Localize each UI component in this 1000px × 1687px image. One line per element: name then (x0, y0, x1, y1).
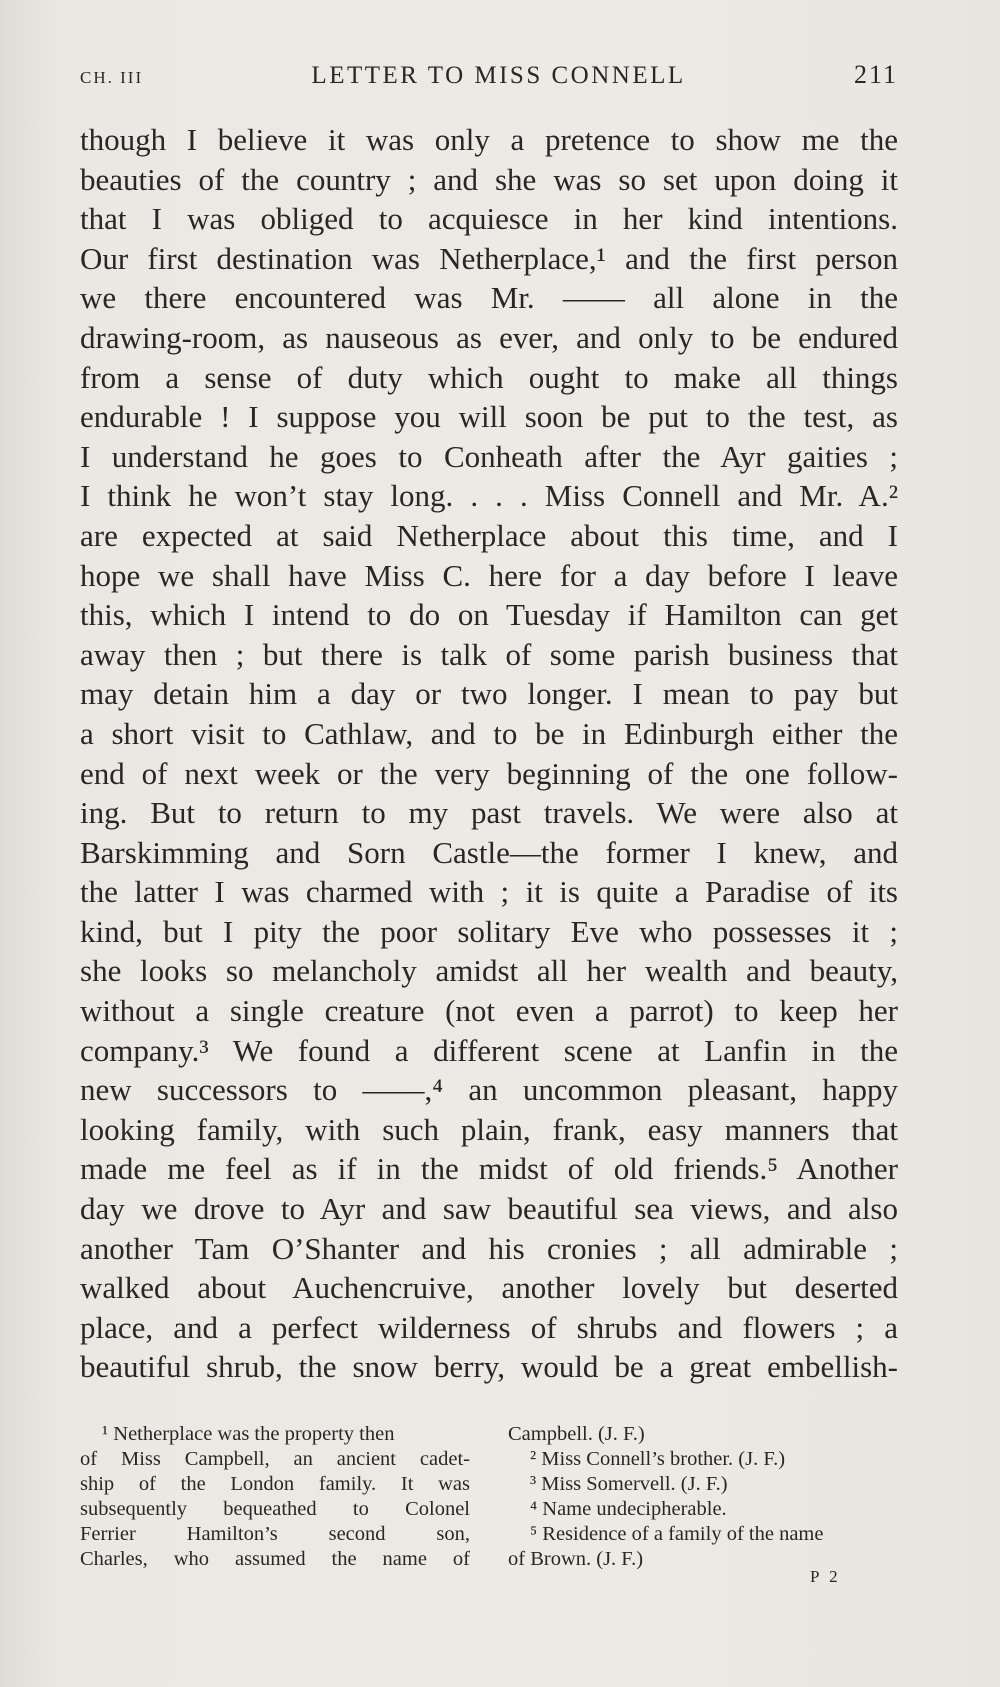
text-line: kind, but I pity the poor solitary Eve who possesses it ; (80, 913, 898, 949)
running-header (80, 60, 898, 100)
footnotes-right-column (508, 1422, 898, 1572)
text-line: I understand he goes to Conheath after the Ayr gaities ; (80, 438, 898, 474)
footnote-line: ⁵ Residence of a family of the name (530, 1523, 824, 1545)
text-line: may detain him a day or two longer. I mean to pay but (80, 676, 898, 712)
text-line: beautiful shrub, the snow berry, would be a great embellish- (80, 1349, 898, 1385)
text-line: day we drove to Ayr and saw beautiful sea views, and also (80, 1191, 898, 1227)
text-line: Our first destination was Netherplace,¹ and the first person (80, 240, 898, 276)
text-line: this, which I intend to do on Tuesday if Hamilton can get (80, 597, 898, 633)
text-line: without a single creature (not even a parrot) to keep her (80, 993, 898, 1029)
footnote-line: ¹ Netherplace was the property then (102, 1423, 395, 1445)
text-line: place, and a perfect wilderness of shrubs and flowers ; a (80, 1309, 898, 1345)
page-number: 211 (853, 60, 898, 89)
chapter-label: CH. III (80, 68, 144, 87)
text-line: drawing-room, as nauseous as ever, and only to be endured (80, 319, 898, 355)
text-line: Barskimming and Sorn Castle—the former I knew, and (80, 834, 898, 870)
footnote-line: ship of the London family. It was (80, 1473, 470, 1495)
signature-mark: P 2 (810, 1567, 841, 1586)
footnotes-left-column (80, 1422, 470, 1572)
text-line: made me feel as if in the midst of old friends.⁵ Another (80, 1151, 898, 1187)
footnote-line: ³ Miss Somervell. (J. F.) (530, 1473, 728, 1495)
text-line: endurable ! I suppose you will soon be put to the test, as (80, 399, 898, 435)
text-line: another Tam O’Shanter and his cronies ; all admirable ; (80, 1230, 898, 1266)
text-line: though I believe it was only a pretence to show me the (80, 122, 898, 157)
text-line: looking family, with such plain, frank, easy manners that (80, 1111, 898, 1147)
text-line: walked about Auchencruive, another lovely but deserted (80, 1270, 898, 1306)
text-line: we there encountered was Mr. —— all alone in the (80, 280, 898, 316)
footnote-line: Campbell. (J. F.) (508, 1423, 645, 1445)
text-line: she looks so melancholy amidst all her wealth and beauty, (80, 953, 898, 989)
text-line: a short visit to Cathlaw, and to be in Edinburgh either the (80, 715, 898, 751)
text-line: hope we shall have Miss C. here for a day before I leave (80, 557, 898, 593)
footnote-line: ² Miss Connell’s brother. (J. F.) (530, 1448, 786, 1470)
text-line: end of next week or the very beginning of the one follow- (80, 755, 898, 791)
text-line: beauties of the country ; and she was so set upon doing it (80, 161, 898, 197)
footnote-line: subsequently bequeathed to Colonel (80, 1498, 470, 1520)
text-line: company.³ We found a different scene at Lanfin in the (80, 1032, 898, 1068)
text-line: from a sense of duty which ought to make all things (80, 359, 898, 395)
footnote-line: Charles, who assumed the name of (80, 1548, 470, 1570)
footnote-line: of Miss Campbell, an ancient cadet- (80, 1448, 470, 1470)
footnote-line: ⁴ Name undecipherable. (530, 1498, 727, 1520)
text-line: the latter I was charmed with ; it is quite a Paradise of its (80, 874, 898, 910)
running-title: LETTER TO MISS CONNELL (311, 62, 686, 89)
text-line: ing. But to return to my past travels. We were also at (80, 795, 898, 831)
footnote-line: of Brown. (J. F.) (508, 1548, 644, 1570)
text-line: that I was obliged to acquiesce in her kind intentions. (80, 201, 898, 237)
text-line: away then ; but there is talk of some parish business that (80, 636, 898, 672)
text-line: new successors to ——,⁴ an uncommon pleasant, happy (80, 1072, 898, 1108)
text-line: I think he won’t stay long. . . . Miss Connell and Mr. A.² (80, 478, 898, 514)
text-line: are expected at said Netherplace about this time, and I (80, 517, 898, 553)
footnotes (80, 1422, 898, 1572)
body-text (80, 120, 898, 1387)
footnote-line: Ferrier Hamilton’s second son, (80, 1523, 470, 1545)
